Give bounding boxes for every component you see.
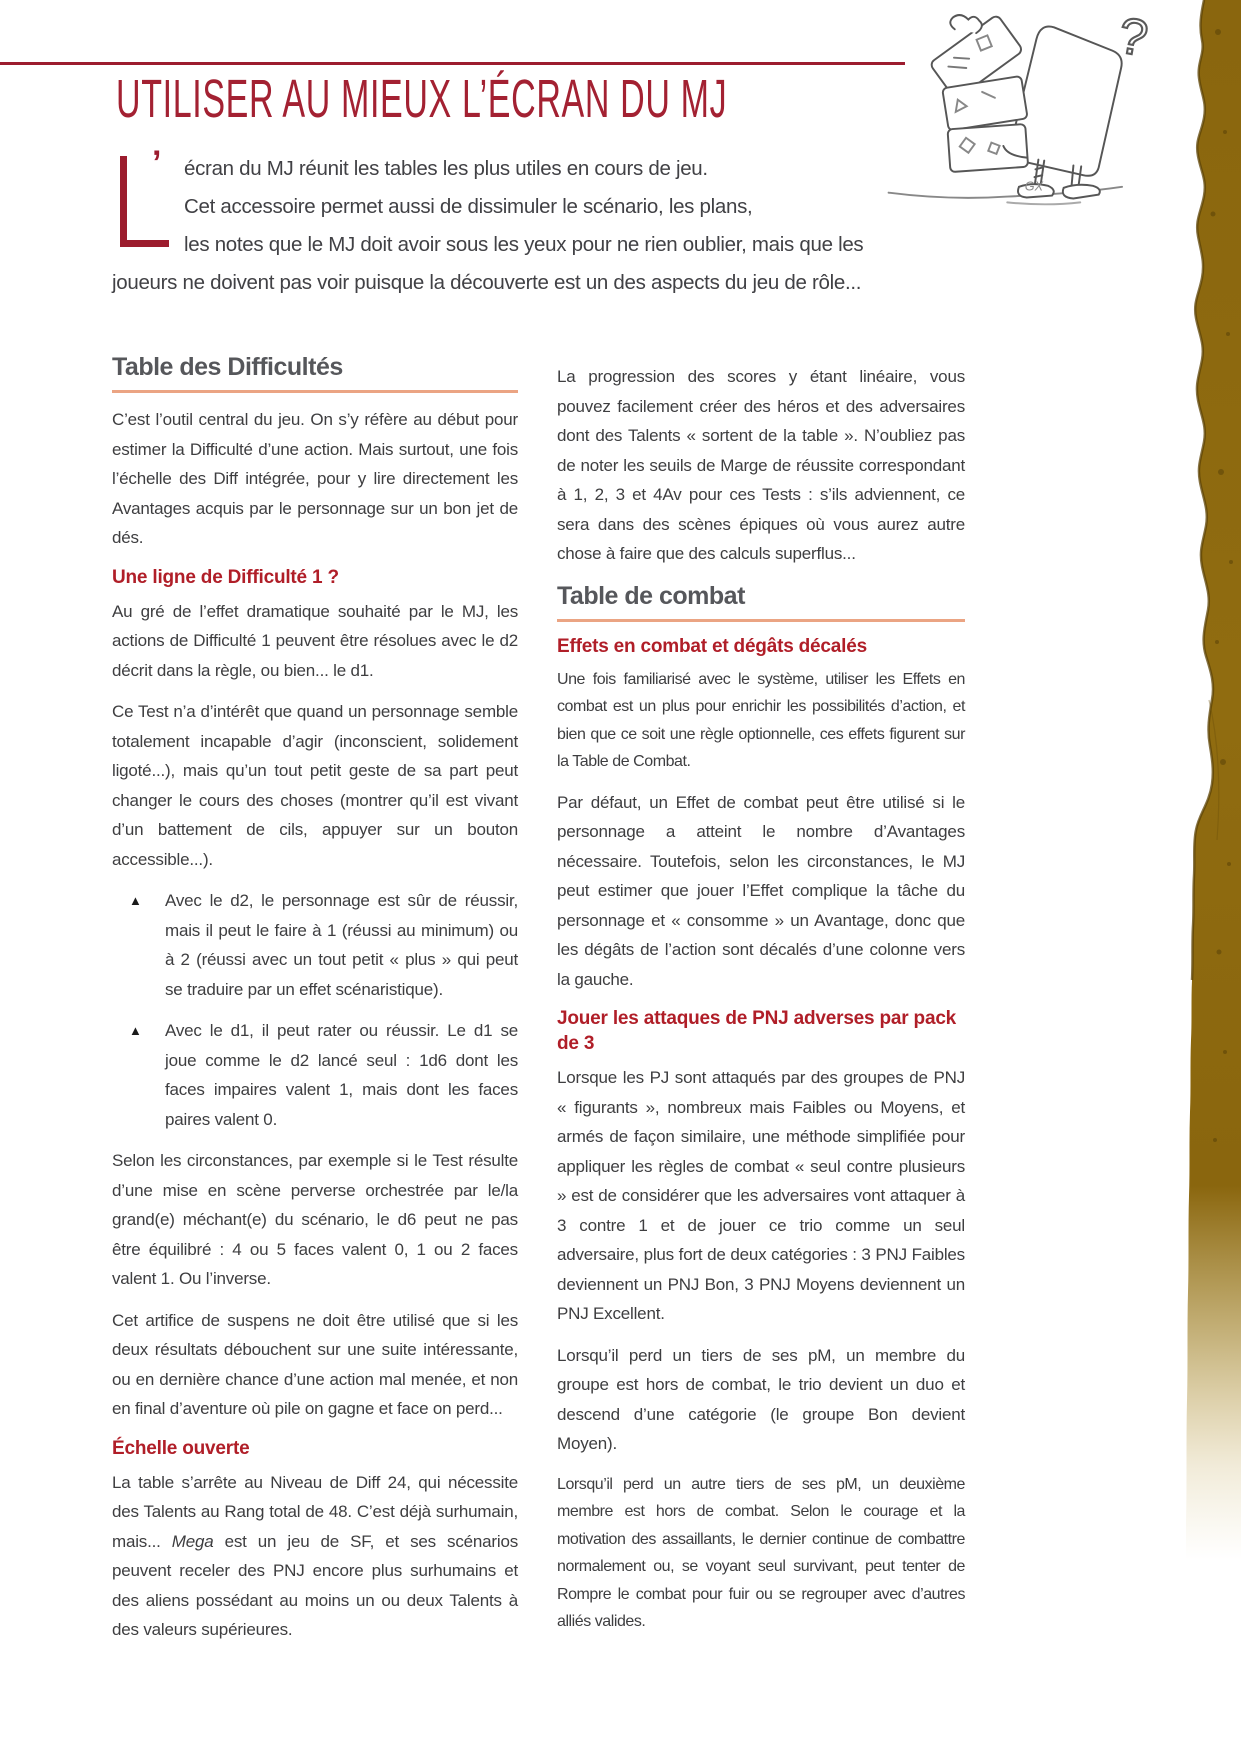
figure-hand-top xyxy=(950,15,982,33)
body-paragraph: Cet artifice de suspens ne doit être utilisé que si les deux résultats débouchent sur une suite intéressante, ou en dernière chance d’une action mal menée, et non en final d’aventure où pile on gagne et face on perd... xyxy=(112,1310,518,1418)
ground-sketch2 xyxy=(1007,202,1080,204)
heading-underline xyxy=(557,619,965,622)
triangle-bullet-icon: ▲ xyxy=(129,1023,142,1038)
body-paragraph: Par défaut, un Effet de combat peut être utilisé si le personnage a atteint le nombre d’Avantages nécessaire. Toutefois, selon les circonstances, le MJ peut estimer que jouer l’Effet complique la tâche du personnage et « consomme » un Avantage, donc que les dégâts de l’action sont décalés d’une colonne vers la gauche. xyxy=(557,792,965,989)
body-paragraph: Selon les circonstances, par exemple si le Test résulte d’une mise en scène perverse orchestrée par le/la grand(e) méchant(e) du scénario, le d6 peut ne pas être équilibré : 4 ou 5 faces valent 0, 1 ou 2 faces valent 1. Ou l’inverse. xyxy=(112,1151,518,1288)
dropcap-apostrophe: ’ xyxy=(152,144,162,182)
body-paragraph: Ce Test n’a d’intérêt que quand un personnage semble totalement incapable d’agir (inconscient, solidement ligoté...), mais qu’un tout petit geste de sa part peut changer le cours des choses (montrer qu’il est vivant d’un battement de cils, appuyer sur un bouton accessible...). xyxy=(112,702,518,869)
section-heading-combat: Table de combat xyxy=(557,581,745,610)
dropcap-letter-l xyxy=(120,156,169,247)
paragraph-text: La table s’arrête au Niveau de Diff 24, qui nécessite des Talents au Rang total de 48. C’est déjà surhumain, mais... xyxy=(112,1472,518,1551)
body-paragraph: Une fois familiarisé avec le système, utiliser les Effets en combat est un plus pour enrichir les possibilités d’action, et bien que ce soit une règle optionnelle, ces effets figurent sur la Table de Combat. xyxy=(557,670,965,770)
subheading-effets-combat: Effets en combat et dégâts décalés xyxy=(557,635,867,657)
bullet-item xyxy=(112,1016,518,1134)
body-paragraph: Lorsqu’il perd un tiers de ses pM, un membre du groupe est hors de combat, le trio devient un duo et descend d’une catégorie (le groupe Bon devient Moyen). xyxy=(557,1345,965,1453)
artist-signature: GX xyxy=(1024,179,1044,194)
body-paragraph: Lorsqu’il perd un autre tiers de ses pM, un deuxième membre est hors de combat. Selon le courage et la motivation des assaillants, le dernier continue de combattre normalement ou, se voyant seul survivant, peut tenter de Rompre le combat pour fuir ou se regrouper avec d’autres alliés valides. xyxy=(557,1475,965,1630)
subheading-ligne-difficulte: Une ligne de Difficulté 1 ? xyxy=(112,566,339,588)
subheading-echelle-ouverte: Échelle ouverte xyxy=(112,1437,250,1459)
page-title: UTILISER AU MIEUX L’ÉCRAN DU MJ xyxy=(116,69,728,129)
body-paragraph: La progression des scores y étant linéaire, vous pouvez facilement créer des héros et des adversaires dont des Talents « sortent de la table ». N’oubliez pas de noter les seuils de Marge de réussite correspondant à 1, 2, 3 et 4Av pour ces Tests : s’ils adviennent, ce sera dans des scènes épiques où vous aurez autre chose à faire que des calculs superflus... xyxy=(557,367,965,563)
intro-line-4: joueurs ne doivent pas voir puisque la découverte est un des aspects du jeu de rôle... xyxy=(112,271,862,294)
paragraph-text: est un jeu de SF, et ses scénarios peuvent receler des PNJ encore plus surhumains et des aliens possédant au moins un ou deux Talents à des valeurs supérieures. xyxy=(112,1531,519,1639)
game-name-italic: Mega xyxy=(171,1531,214,1551)
question-mark-icon: ? xyxy=(1114,6,1152,68)
section-heading-difficultes: Table des Difficultés xyxy=(112,353,343,381)
body-paragraph xyxy=(112,1468,518,1645)
intro-line-2: Cet accessoire permet aussi de dissimuler le scénario, les plans, xyxy=(184,195,753,218)
parchment-texture-strip xyxy=(1171,0,1241,1560)
heading-underline xyxy=(112,390,518,393)
triangle-bullet-icon: ▲ xyxy=(129,893,142,908)
body-paragraph: C’est l’outil central du jeu. On s’y réfère au début pour estimer la Difficulté d’une action. Mais surtout, une fois l’échelle des Diff intégrée, pour y lire directement les Avantages acquis par le personnage sur un bon jet de dés. xyxy=(112,410,518,547)
intro-line-1: écran du MJ réunit les tables les plus utiles en cours de jeu. xyxy=(184,157,708,180)
body-paragraph: Au gré de l’effet dramatique souhaité par le MJ, les actions de Difficulté 1 peuvent être résolues avec le d2 décrit dans la règle, ou bien... le d1. xyxy=(112,601,518,680)
right-column xyxy=(557,352,965,1648)
bullet-text: Avec le d2, le personnage est sûr de réussir, mais il peut le faire à 1 (réussi au minimum) ou à 2 (réussi avec un tout petit « plus » qui peut se traduire par un effet scénaristique). xyxy=(165,891,518,999)
dropcap xyxy=(112,144,184,262)
bullet-text: Avec le d1, il peut rater ou réussir. Le d1 se joue comme le d2 lancé seul : 1d6 dont les faces impaires valent 1, mais dont les faces paires valent 0. xyxy=(165,1021,518,1129)
bullet-item xyxy=(112,886,518,1004)
top-rule xyxy=(0,62,905,65)
intro-paragraph xyxy=(112,144,965,302)
subheading-attaques-pnj: Jouer les attaques de PNJ adverses par pack de 3 xyxy=(557,1008,957,1054)
left-column xyxy=(112,352,518,1657)
body-paragraph: Lorsque les PJ sont attaqués par des groupes de PNJ « figurants », nombreux mais Faibles ou Moyens, et armés de façon similaire, une méthode simplifiée pour appliquer les règles de combat « seul contre plusieurs » est de considérer que les adversaires vont attaquer à 3 contre 1 et de jouer ce trio comme un seul adversaire, plus fort de deux catégories : 3 PNJ Faibles deviennent un PNJ Bon, 3 PNJ Moyens deviennent un PNJ Excellent. xyxy=(557,1068,965,1323)
intro-line-3: les notes que le MJ doit avoir sous les yeux pour ne rien oublier, mais que les xyxy=(184,233,864,256)
figure-shoe-right xyxy=(1063,185,1100,199)
